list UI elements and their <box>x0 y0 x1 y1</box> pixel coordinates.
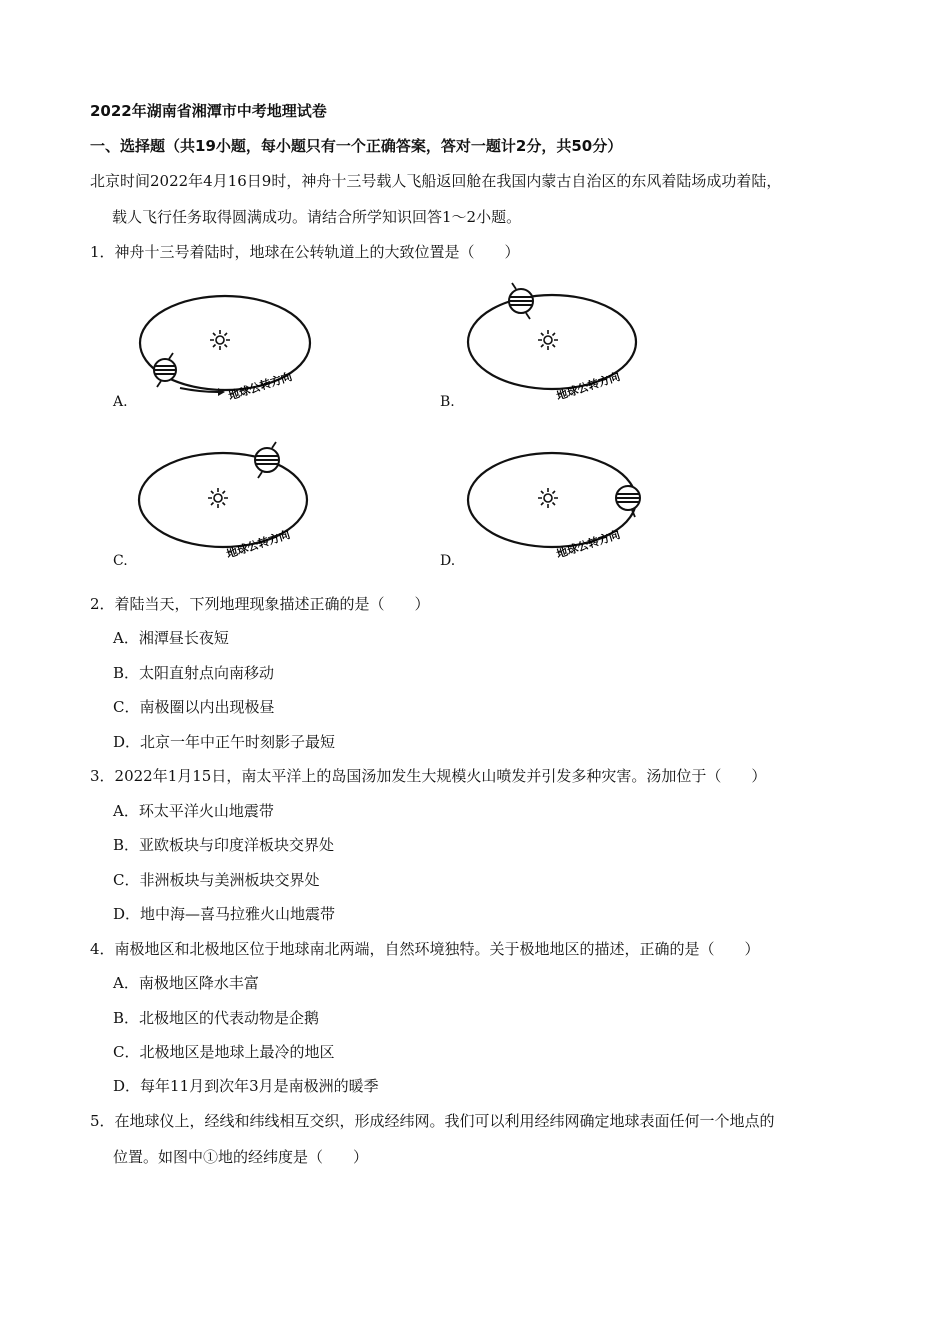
q5-stem-line-2: 位置。如图中①地的经纬度是（ ） <box>113 1148 369 1166</box>
q2-option-b: B．太阳直射点向南移动 <box>113 664 275 682</box>
q3-option-c: C．非洲板块与美洲板块交界处 <box>113 871 320 889</box>
q4-stem: 4．南极地区和北极地区位于地球南北两端，自然环境独特。关于极地地区的描述，正确的是（ ） <box>90 940 760 958</box>
earth-icon <box>616 486 640 517</box>
q1-option-d-diagram <box>460 440 660 576</box>
earth-icon <box>255 442 279 478</box>
exam-title: 2022年湖南省湘潭市中考地理试卷 <box>90 102 327 120</box>
q1-option-b-label: B. <box>440 394 455 410</box>
q4-option-d: D．每年11月到次年3月是南极洲的暖季 <box>113 1077 379 1095</box>
q1-option-c-label: C. <box>113 553 128 569</box>
orbit-direction-caption: 地球公转方向 <box>554 528 622 561</box>
sun-icon <box>538 488 558 508</box>
q1-option-a-label: A. <box>113 394 128 410</box>
q4-option-b: B．北极地区的代表动物是企鹅 <box>113 1009 320 1027</box>
q2-option-c: C．南极圈以内出现极昼 <box>113 698 275 716</box>
q2-option-d: D．北京一年中正午时刻影子最短 <box>113 733 336 751</box>
q3-option-d: D．地中海—喜马拉雅火山地震带 <box>113 905 336 923</box>
q3-option-b: B．亚欧板块与印度洋板块交界处 <box>113 836 335 854</box>
sun-icon <box>210 330 230 350</box>
section-heading: 一、选择题（共19小题，每小题只有一个正确答案，答对一题计2分，共50分） <box>90 137 623 155</box>
q1-option-c-diagram <box>130 440 330 576</box>
q3-option-a: A．环太平洋火山地震带 <box>113 802 274 820</box>
sun-icon <box>208 488 228 508</box>
q5-stem-line-1: 5．在地球仪上，经线和纬线相互交织，形成经纬网。我们可以利用经纬网确定地球表面任何一个地点的 <box>90 1112 775 1130</box>
q2-stem: 2．着陆当天，下列地理现象描述正确的是（ ） <box>90 595 430 613</box>
intro-line-1: 北京时间2022年4月16日9时，神舟十三号载人飞船返回舱在我国内蒙古自治区的东风着陆场成功着陆， <box>90 172 782 190</box>
q1-option-a-diagram <box>130 288 330 418</box>
q4-option-a: A．南极地区降水丰富 <box>113 974 259 992</box>
intro-line-2: 载人飞行任务取得圆满成功。请结合所学知识回答1～2小题。 <box>112 208 522 226</box>
sun-icon <box>538 330 558 350</box>
orbit-direction-caption: 地球公转方向 <box>224 528 292 561</box>
q2-option-a: A．湘潭昼长夜短 <box>113 629 229 647</box>
earth-icon <box>509 283 533 319</box>
earth-icon <box>154 353 176 387</box>
q1-option-b-diagram <box>460 282 660 418</box>
orbit-direction-caption: 地球公转方向 <box>554 370 622 403</box>
q1-stem: 1．神舟十三号着陆时，地球在公转轨道上的大致位置是（ ） <box>90 243 520 261</box>
q1-option-d-label: D. <box>440 553 456 569</box>
q4-option-c: C．北极地区是地球上最冷的地区 <box>113 1043 335 1061</box>
q3-stem: 3．2022年1月15日，南太平洋上的岛国汤加发生大规模火山喷发并引发多种灾害。汤加位于（ ） <box>90 767 767 785</box>
orbit-direction-caption: 地球公转方向 <box>226 370 294 403</box>
